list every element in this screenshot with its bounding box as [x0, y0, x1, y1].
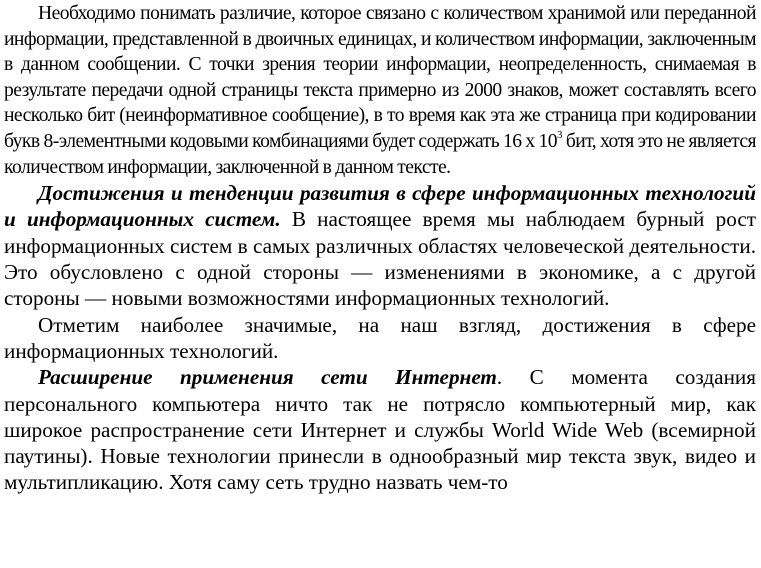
paragraph-lead-heading: Достижения и тенденции развития в сфере информационных технологий и информационных систем.	[4, 181, 756, 232]
paragraph-text-before: Необходимо понимать различие, которое связано с количеством хранимой или переданной информации, представленной в двоичных единицах, и количеством информации, заключенным в данном сообщении. С точки зрения теории информации, неопределенность, снимаемая в результате передачи одной страницы текста примерно из 2000 знаков, может составлять всего несколько бит (неинформативное сообщение), в то время как эта же страница при кодировании букв 8-элементными кодовыми комбинациями будет содержать 16 х 10	[4, 3, 756, 152]
paragraph-internet	[4, 364, 756, 495]
paragraph-achievements	[4, 180, 756, 311]
paragraph-note	[4, 312, 756, 365]
paragraph-information-quantity	[4, 0, 756, 180]
paragraph-body-text: В настоящее время мы наблюдаем бурный рост информационных систем в самых различных областях человеческой деятельности. Это обусловлено с одной стороны — изменениями в экономике, а с другой стороны — новыми возможностями информационных технологий.	[4, 207, 756, 311]
paragraph-text-after: бит, хотя это не является количеством информации, заключенной в данном тексте.	[4, 130, 756, 178]
superscript-exponent: 3	[557, 128, 562, 141]
document-page	[4, 0, 756, 496]
paragraph-lead-heading: Расширение применения сети Интернет	[38, 365, 497, 390]
paragraph-body-text: . С момента создания персонального компьютера ничто так не потрясло компьютерный мир, как широкое распространение сети Интернет и службы World Wide Web (всемирной паутины). Новые технологии принесли в однообразный мир текста звук, видео и мультипликацию. Хотя саму сеть трудно назвать чем-то	[4, 365, 756, 495]
paragraph-body-text: Отметим наиболее значимые, на наш взгляд, достижения в сфере информационных технологий.	[4, 312, 756, 363]
